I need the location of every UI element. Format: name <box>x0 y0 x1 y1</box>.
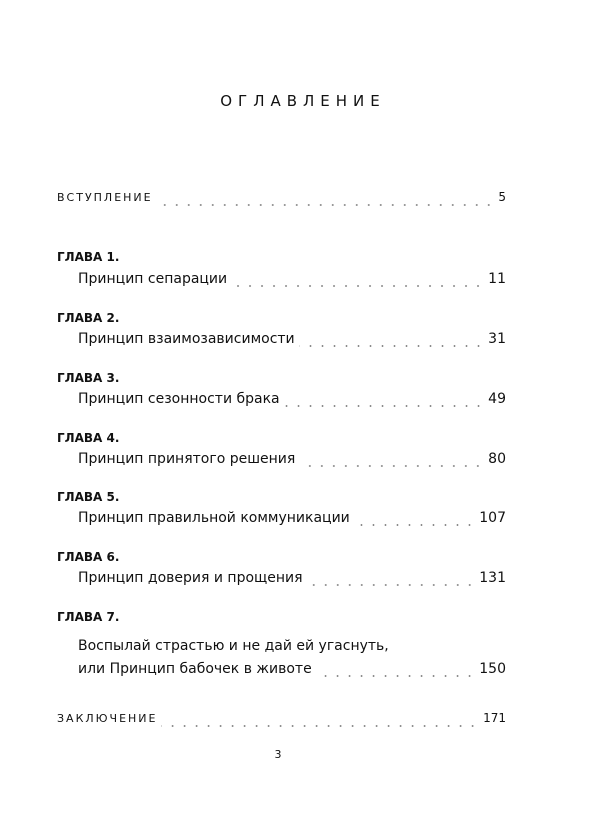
chapter-heading: ГЛАВА 6. <box>57 550 120 564</box>
dot-leader <box>157 190 495 210</box>
dot-leader <box>299 331 485 351</box>
toc-entry-page: 31 <box>488 331 506 347</box>
page-number: 3 <box>274 748 282 761</box>
toc-entry-title-line: Воспылай страстью и не дай ей угаснуть, <box>78 638 389 654</box>
dot-leader <box>231 271 484 291</box>
toc-entry-label: или Принцип бабочек в животе <box>78 661 312 677</box>
toc-entry-chapter-4 <box>78 451 506 471</box>
toc-entry-intro <box>57 190 506 210</box>
dot-leader <box>307 570 476 590</box>
toc-entry-page: 150 <box>479 661 506 677</box>
toc-entry-label: Принцип сепарации <box>78 271 228 287</box>
toc-entry-label: Принцип взаимозависимости <box>78 331 295 347</box>
toc-entry-label: Принцип правильной коммуникации <box>78 510 350 526</box>
toc-entry-page: 80 <box>488 451 506 467</box>
page-title: ОГЛАВЛЕНИЕ <box>220 92 386 110</box>
toc-entry-page: 171 <box>483 711 506 725</box>
toc-entry-chapter-5 <box>78 510 506 530</box>
toc-entry-chapter-2 <box>78 331 506 351</box>
toc-entry-chapter-7 <box>78 661 506 681</box>
chapter-heading: ГЛАВА 4. <box>57 431 120 445</box>
dot-leader <box>316 661 476 681</box>
toc-entry-page: 131 <box>479 570 506 586</box>
chapter-heading: ГЛАВА 3. <box>57 371 120 385</box>
toc-entry-label: Принцип доверия и прощения <box>78 570 303 586</box>
dot-leader <box>284 391 485 411</box>
toc-entry-chapter-3 <box>78 391 506 411</box>
toc-entry-chapter-1 <box>78 271 506 291</box>
toc-entry-page: 5 <box>498 190 506 204</box>
toc-entry-label: Принцип сезонности брака <box>78 391 280 407</box>
chapter-heading: ГЛАВА 5. <box>57 490 120 504</box>
toc-entry-label: Принцип принятого решения <box>78 451 296 467</box>
toc-entry-conclusion <box>57 711 506 731</box>
chapter-heading: ГЛАВА 1. <box>57 250 120 264</box>
chapter-heading: ГЛАВА 2. <box>57 311 120 325</box>
toc-entry-page: 49 <box>488 391 506 407</box>
dot-leader <box>161 711 479 731</box>
chapter-heading: ГЛАВА 7. <box>57 610 120 624</box>
toc-entry-page: 107 <box>479 510 506 526</box>
toc-entry-label: ЗАКЛЮЧЕНИЕ <box>57 712 158 725</box>
toc-entry-page: 11 <box>488 271 506 287</box>
toc-entry-label: ВСТУПЛЕНИЕ <box>57 191 153 204</box>
dot-leader <box>354 510 475 530</box>
toc-entry-chapter-6 <box>78 570 506 590</box>
dot-leader <box>299 451 484 471</box>
